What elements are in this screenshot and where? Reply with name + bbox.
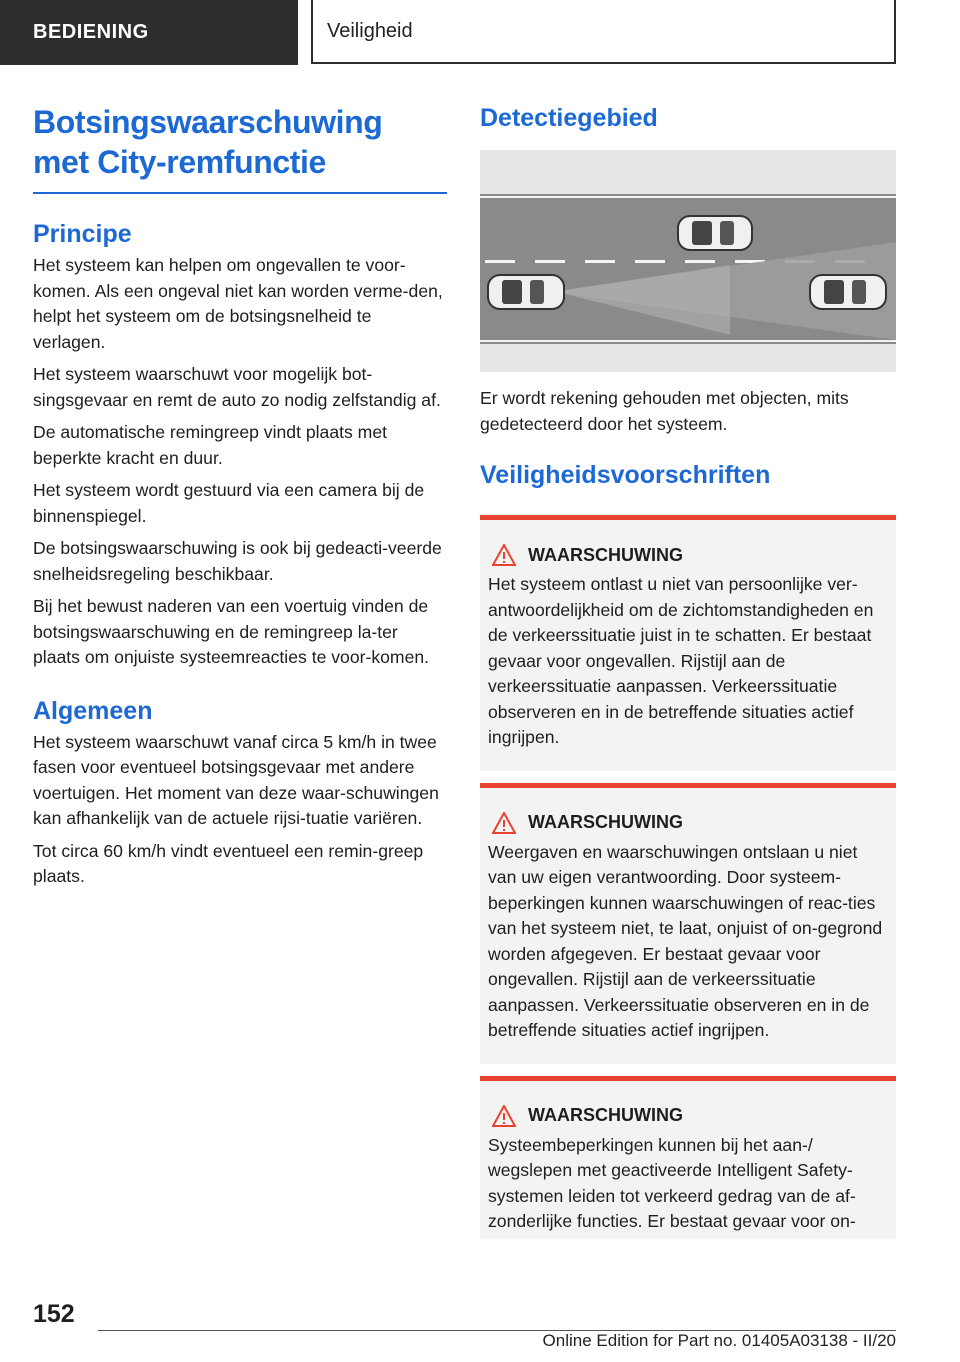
principe-body [33,253,447,671]
section-label: BEDIENING [33,21,149,43]
car-icon [488,275,564,309]
principe-heading: Principe [33,220,132,248]
right-column [480,102,896,1239]
warning-triangle-icon [492,1105,516,1127]
left-column [33,102,447,897]
paragraph: Het systeem waarschuwt vanaf circa 5 km/h in twee fasen voor eventueel botsingsgevaar met andere voertuigen. Het moment van deze waar-schuwingen kan afhankelijk van de actuele rijsi-tuatie variëren. [33,731,439,828]
section-tab [0,0,298,65]
warning-text: Weergaven en waarschuwingen ontslaan u niet van uw eigen verantwoording. Door systeem-beperkingen kunnen waarschuwingen of reac-ties van het systeem niet, te laat, onjuist of on-gegrond worden afgegeven. Er bestaat gevaar voor ongevallen. Rijstijl aan de verkeerssituatie aanpassen. Verkeerssituatie observeren en in de betreffende situaties actief ingrijpen. [488,841,883,1040]
detectie-heading: Detectiegebied [480,104,658,132]
title-divider [33,192,447,194]
car-icon [678,216,752,250]
edition-note: Online Edition for Part no. 01405A03138 - II/20 [542,1331,896,1350]
road-diagram [480,150,896,372]
paragraph: Het systeem wordt gestuurd via een camera bij de binnenspiegel. [33,480,425,526]
warning-title: WAARSCHUWING [528,1105,683,1125]
page-number: 152 [33,1300,75,1328]
figure-caption: Er wordt rekening gehouden met objecten, mits gedetecteerd door het systeem. [480,388,849,434]
chapter-label: Veiligheid [327,19,413,42]
warning-text: Systeembeperkingen kunnen bij het aan-/ wegslepen met geactiveerde Intelligent Safety-systemen leiden tot verkeerd gedrag van de af-zonderlijke functies. Er bestaat gevaar voor on- [488,1134,856,1231]
warning-box [480,515,896,771]
paragraph: De botsingswaarschuwing is ook bij gedeacti-veerde snelheidsregeling beschikbaar. [33,538,442,584]
algemeen-body [33,730,447,890]
page-title [33,102,447,182]
page-title-line-2: met City-remfunctie [33,144,326,180]
paragraph: Tot circa 60 km/h vindt eventueel een remin-greep plaats. [33,840,424,886]
page-title-line-1: Botsingswaarschuwing [33,104,383,140]
warning-text: Het systeem ontlast u niet van persoonlijke ver-antwoordelijkheid om de zichtomstandigheden en de verkeerssituatie juist in te schatten. Er bestaat gevaar voor ongevallen. Rijstijl aan de verkeerssituatie aanpassen. Verkeerssituatie observeren en in de betreffende situaties actief ingrijpen. [488,574,874,747]
warning-triangle-icon [492,544,516,566]
paragraph: De automatische remingreep vindt plaats met beperkte kracht en duur. [33,422,388,468]
detection-area-illustration [480,150,896,372]
chapter-tab [311,0,896,64]
paragraph: Bij het bewust naderen van een voertuig vinden de botsingswaarschuwing en de remingreep la-ter plaats om onjuiste systeemreacties te voor-komen. [33,596,430,667]
warning-triangle-icon [492,812,516,834]
warning-box [480,1076,896,1239]
car-icon [810,275,886,309]
warning-title: WAARSCHUWING [528,544,683,565]
warning-title: WAARSCHUWING [528,812,683,832]
veiligheid-heading: Veiligheidsvoorschriften [480,461,771,489]
warning-box [480,783,896,1064]
algemeen-heading: Algemeen [33,696,153,725]
paragraph: Het systeem kan helpen om ongevallen te voor-komen. Als een ongeval niet kan worden verme-den, helpt het systeem om de botsingsnelheid te verlagen. [33,255,443,352]
paragraph: Het systeem waarschuwt voor mogelijk bot-singsgevaar en remt de auto zo nodig zelfstandig af. [33,364,441,410]
